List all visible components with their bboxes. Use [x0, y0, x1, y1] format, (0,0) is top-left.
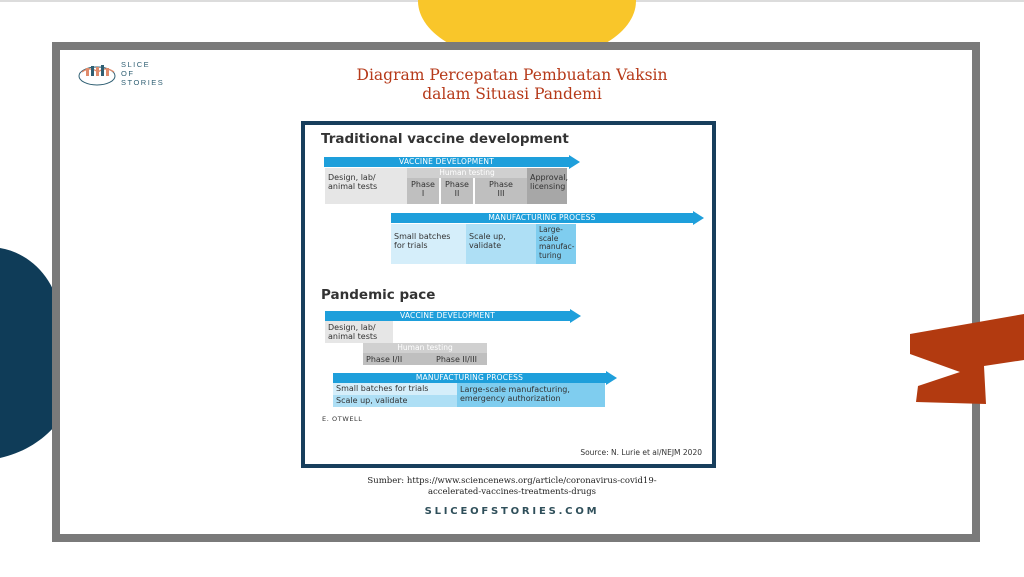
traditional-approval-cell: Approval, licensing	[527, 168, 567, 204]
pandemic-phase12-cell: Phase I/II	[363, 353, 433, 365]
traditional-scale-up-cell: Scale up, validate	[466, 224, 536, 264]
rust-brushstroke-decoration	[904, 312, 1024, 404]
arrow-head-icon	[606, 371, 617, 385]
traditional-large-scale-cell: Large-scale manufac-turing	[536, 224, 576, 264]
source-caption	[330, 476, 694, 498]
logo-line-2: OF	[121, 69, 135, 78]
traditional-vaccine-arrow-label: VACCINE DEVELOPMENT	[324, 157, 569, 167]
source-caption-line-1: Sumber: https://www.sciencenews.org/article/coronavirus-covid19-	[367, 476, 657, 486]
website-footer: SLICEOFSTORIES.COM	[424, 506, 600, 517]
book-illustration-icon	[78, 60, 118, 88]
source-caption-line-2: accelerated-vaccines-treatments-drugs	[427, 487, 597, 497]
pandemic-manufacturing-arrow	[333, 373, 617, 383]
traditional-human-testing-band: Human testing	[407, 168, 527, 178]
logo-wordmark	[121, 60, 164, 87]
illustrator-credit: E. OTWELL	[322, 415, 363, 423]
pandemic-heading: Pandemic pace	[321, 287, 436, 303]
traditional-phase1-cell: Phase I	[407, 178, 439, 204]
title-line-2: dalam Situasi Pandemi	[422, 85, 602, 103]
traditional-vaccine-arrow	[324, 157, 580, 167]
pandemic-vaccine-arrow-label: VACCINE DEVELOPMENT	[325, 311, 570, 321]
traditional-manufacturing-arrow-label: MANUFACTURING PROCESS	[391, 213, 693, 223]
arrow-head-icon	[569, 155, 580, 169]
logo-line-1: SLICE	[121, 60, 151, 69]
traditional-phase3-cell: Phase III	[475, 178, 527, 204]
pandemic-vaccine-arrow	[325, 311, 581, 321]
pandemic-phase23-cell: Phase II/III	[433, 353, 487, 365]
pandemic-small-batches-cell: Small batches for trials	[333, 383, 457, 395]
pandemic-manufacturing-arrow-label: MANUFACTURING PROCESS	[333, 373, 606, 383]
traditional-heading: Traditional vaccine development	[321, 131, 569, 147]
figure-source: Source: N. Lurie et al/NEJM 2020	[580, 448, 702, 457]
pandemic-design-cell: Design, lab/ animal tests	[325, 321, 393, 343]
pandemic-large-scale-cell: Large-scale manufacturing, emergency authorization	[457, 383, 605, 407]
traditional-small-batches-cell: Small batches for trials	[391, 224, 466, 264]
slide-title	[300, 66, 724, 104]
vaccine-timeline-figure	[301, 121, 716, 468]
pandemic-scale-up-cell: Scale up, validate	[333, 395, 457, 407]
logo-line-3: STORIES	[121, 78, 165, 87]
pandemic-human-testing-band: Human testing	[363, 343, 487, 353]
arrow-head-icon	[570, 309, 581, 323]
brand-logo	[78, 58, 168, 90]
traditional-phase2-cell: Phase II	[441, 178, 473, 204]
traditional-manufacturing-arrow	[391, 213, 704, 223]
title-line-1: Diagram Percepatan Pembuatan Vaksin	[356, 66, 668, 84]
traditional-design-cell: Design, lab/ animal tests	[325, 168, 407, 204]
arrow-head-icon	[693, 211, 704, 225]
